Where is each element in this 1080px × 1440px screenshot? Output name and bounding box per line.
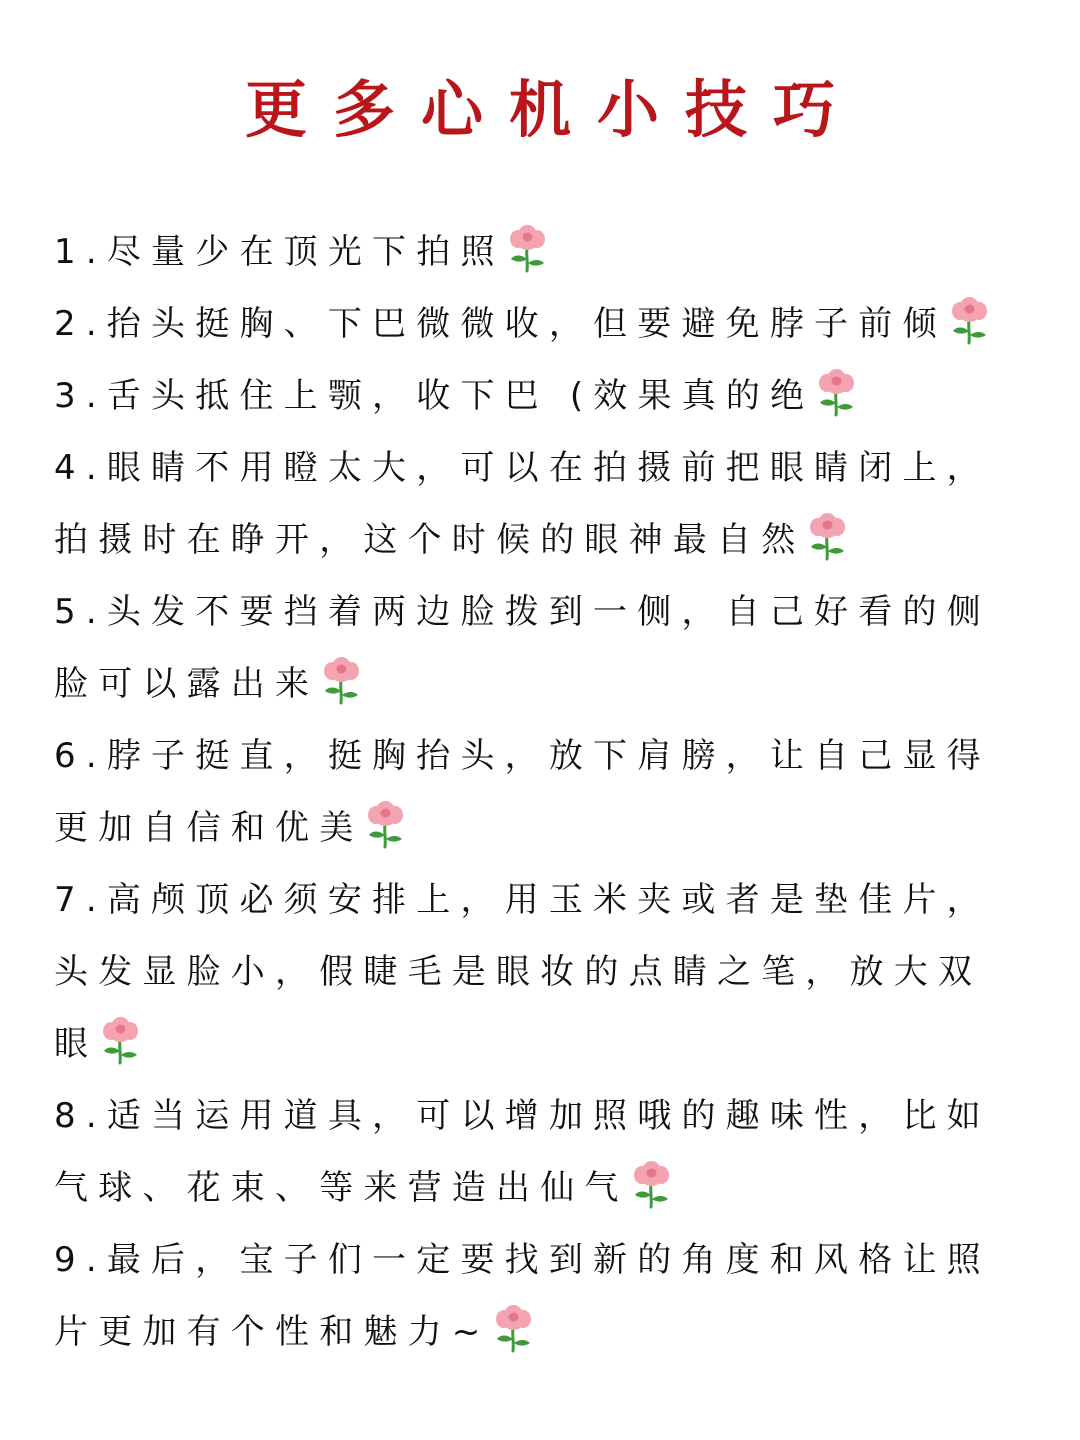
tip-item (54, 360, 1014, 432)
tip-item (54, 1080, 1014, 1224)
tip-text: 1.尽量少在顶光下拍照 (54, 232, 505, 272)
pink-flower-icon (321, 657, 363, 705)
pink-flower-icon (365, 801, 407, 849)
pink-flower-icon (816, 369, 858, 417)
tip-text: 3.舌头抵住上颚，收下巴 (效果真的绝 (54, 376, 815, 416)
pink-flower-icon (949, 297, 991, 345)
tip-item (54, 288, 1014, 360)
pink-flower-icon (631, 1161, 673, 1209)
tip-item (54, 1224, 1014, 1368)
tip-text: 9.最后，宝子们一定要找到新的角度和风格让照片更加有个性和魅力~ (54, 1240, 991, 1352)
tip-text: 5.头发不要挡着两边脸拨到一侧，自己好看的侧脸可以露出来 (54, 592, 991, 704)
pink-flower-icon (493, 1305, 535, 1353)
tip-item (54, 216, 1014, 288)
tip-text: 6.脖子挺直，挺胸抬头，放下肩膀，让自己显得更加自信和优美 (54, 736, 991, 848)
tip-text: 4.眼睛不用瞪太大，可以在拍摄前把眼睛闭上，拍摄时在睁开，这个时候的眼神最自然 (54, 448, 991, 560)
tip-item (54, 432, 1014, 576)
pink-flower-icon (807, 513, 849, 561)
tip-text: 2.抬头挺胸、下巴微微收，但要避免脖子前倾 (54, 304, 947, 344)
tips-list (54, 216, 1014, 1368)
tip-item (54, 576, 1014, 720)
tip-item (54, 720, 1014, 864)
pink-flower-icon (507, 225, 549, 273)
page-title: 更多心机小技巧 (244, 73, 861, 146)
tip-text: 7.高颅顶必须安排上，用玉米夹或者是垫佳片，头发显脸小，假睫毛是眼妆的点睛之笔，放大双眼 (54, 880, 991, 1064)
tip-item (54, 864, 1014, 1080)
tip-text: 8.适当运用道具，可以增加照哦的趣味性，比如气球、花束、等来营造出仙气 (54, 1096, 991, 1208)
pink-flower-icon (100, 1017, 142, 1065)
